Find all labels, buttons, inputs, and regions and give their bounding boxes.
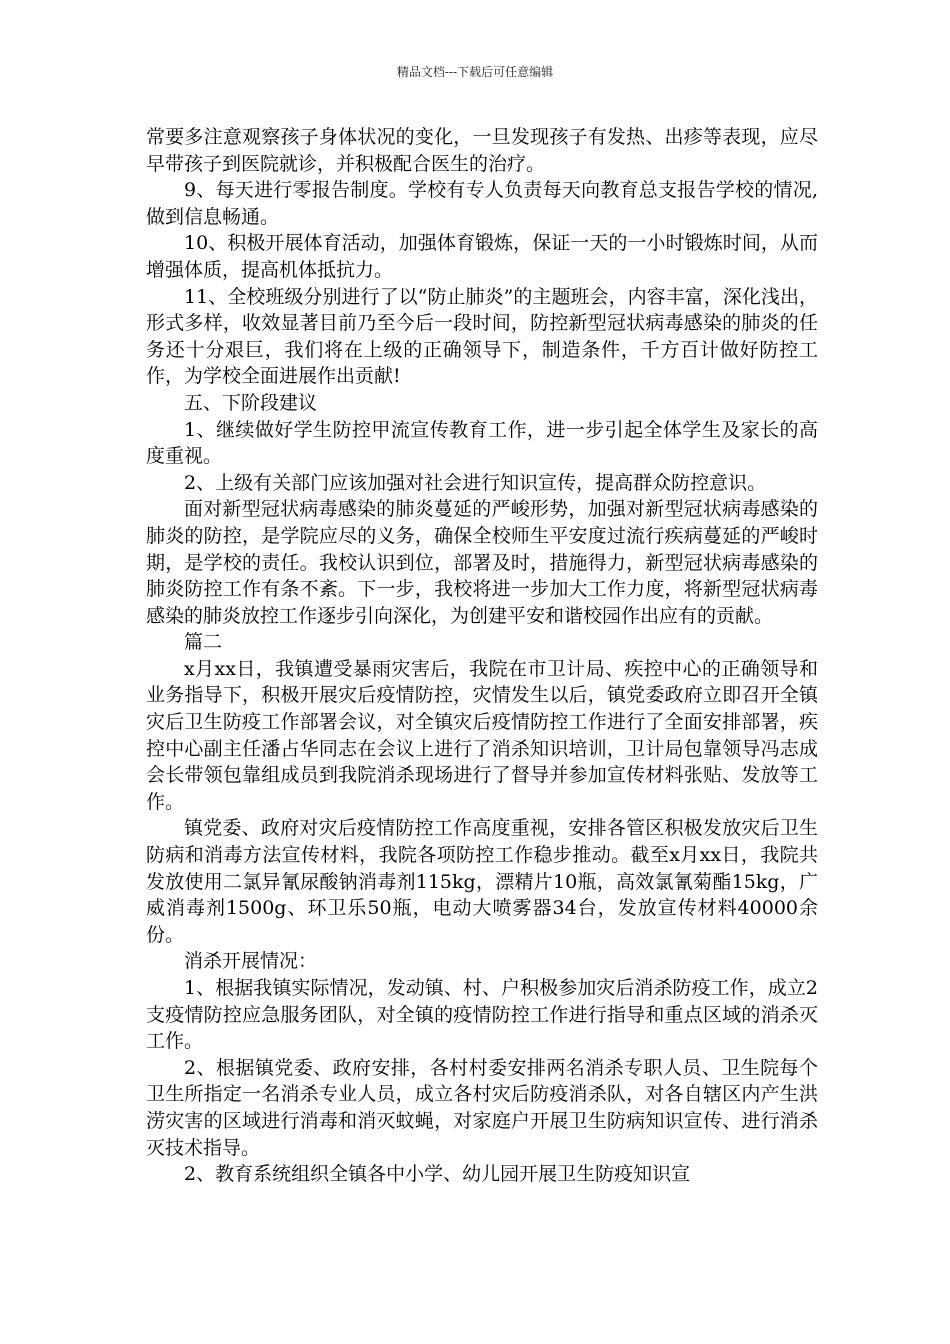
paragraph-7: 2、上级有关部门应该加强对社会进行知识宣传，提高群众防控意识。: [184, 471, 767, 494]
page-header: 精品文档---下载后可任意编辑: [396, 65, 554, 79]
paragraph-10: x月xx日，我镇遭受暴雨灾害后，我院在市卫计局、疾控中心的正确领导和业务指导下，积极开展灾后疫情防控，灾情发生以后，镇党委政府立即召开全镇灾后卫生防疫工作部署会议，对全镇灾后疫情防控工作进行了全面安排部署，疾控中心副主任潘占华同志在会议上进行了消杀知识培训，卫计局包靠领导冯志成会长带领包靠组成员到我院消杀现场进行了督导并参加宣传材料张贴、发放等工作。: [146, 657, 818, 813]
paragraph-13: 1、根据我镇实际情况，发动镇、村、户积极参加灾后消杀防疫工作，成立2支疫情防控应急服务团队，对全镇的疫情防控工作进行指导和重点区域的消杀灭工作。: [146, 977, 818, 1053]
paragraph-14: 2、根据镇党委、政府安排，各村村委安排两名消杀专职人员、卫生院每个卫生所指定一名消杀专业人员，成立各村灾后防疫消杀队，对各自辖区内产生洪涝灾害的区域进行消毒和消灭蚊蝇，对家庭户开展卫生防病知识宣传、进行消杀灭技术指导。: [146, 1056, 818, 1159]
paragraph-2: 9、每天进行零报告制度。学校有专人负责每天向教育总支报告学校的情况,做到信息畅通。: [146, 179, 818, 228]
paragraph-15: 2、教育系统组织全镇各中小学、幼儿园开展卫生防疫知识宣: [184, 1163, 691, 1186]
paragraph-11: 镇党委、政府对灾后疫情防控工作高度重视，安排各管区积极发放灾后卫生防病和消毒方法宣传材料，我院各项防控工作稳步推动。截至x月xx日，我院共发放使用二氯异氰尿酸钠消毒剂115kg，漂精片10瓶，高效氯氰菊酯15kg，广威消毒剂1500g、环卫乐50瓶，电动大喷雾器34台，发放宣传材料40000余份。: [146, 817, 818, 946]
section-heading-part-two: 篇二: [184, 631, 223, 654]
paragraph-6: 1、继续做好学生防控甲流宣传教育工作，进一步引起全体学生及家长的高度重视。: [146, 418, 818, 468]
section-heading-disinfection: 消杀开展情况：: [184, 950, 318, 973]
section-heading-next-stage: 五、下阶段建议: [184, 391, 318, 414]
paragraph-3: 10、积极开展体育活动，加强体育锻炼，保证一天的一小时锻炼时间，从而增强体质，提高机体抵抗力。: [146, 232, 818, 281]
paragraph-8: 面对新型冠状病毒感染的肺炎蔓延的严峻形势，加强对新型冠状病毒感染的肺炎的防控，是学院应尽的义务，确保全校师生平安度过流行疾病蔓延的严峻时期，是学校的责任。我校认识到位，部署及时，措施得力，新型冠状病毒感染的肺炎防控工作有条不紊。下一步，我校将进一步加大工作力度，将新型冠状病毒感染的肺炎放控工作逐步引向深化，为创建平安和谐校园作出应有的贡献。: [146, 498, 818, 627]
paragraph-4: 11、全校班级分别进行了以“防止肺炎”的主题班会，内容丰富，深化浅出，形式多样，收效显著目前乃至今后一段时间，防控新型冠状病毒感染的肺炎的任务还十分艰巨，我们将在上级的正确领导下，制造条件，千方百计做好防控工作，为学校全面进展作出贡献!: [146, 285, 818, 388]
document-body: [146, 124, 818, 1188]
paragraph-1: 常要多注意观察孩子身体状况的变化，一旦发现孩子有发热、出疹等表现，应尽早带孩子到医院就诊，并积极配合医生的治疗。: [146, 126, 818, 175]
